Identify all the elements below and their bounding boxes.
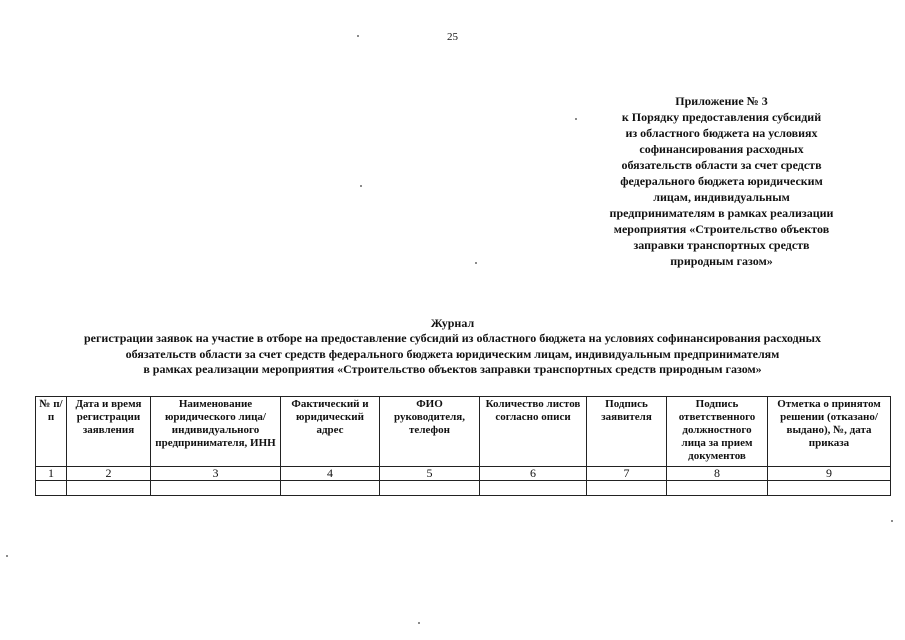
appendix-line: софинансирования расходных [639,142,804,156]
appendix-line: заправки транспортных средств [633,238,810,252]
appendix-block [584,93,859,269]
scan-speck [575,118,577,120]
col-header-decision-mark: Отметка о принятом решении (отказано/выдано), №, дата приказа [768,397,891,467]
col-header-applicant-signature: Подпись заявителя [587,397,667,467]
column-number: 6 [480,467,587,481]
col-header-registration-date: Дата и время регистрации заявления [67,397,151,467]
appendix-line: мероприятия «Строительство объектов [613,222,830,236]
journal-subtitle-line: обязательств области за счет средств федерального бюджета юридическим лицам, индивидуальным предпринимателям [125,346,780,361]
empty-table-row [36,481,891,496]
scan-speck [360,185,362,187]
scan-speck [6,555,8,557]
empty-cell [480,481,587,496]
journal-subtitle-line: в рамках реализации мероприятия «Строительство объектов заправки транспортных средств природным газом» [143,361,762,376]
column-number: 5 [380,467,480,481]
appendix-line: лицам, индивидуальным [653,190,790,204]
empty-cell [768,481,891,496]
empty-cell [667,481,768,496]
column-number: 4 [281,467,380,481]
column-number: 8 [667,467,768,481]
scan-speck [891,520,893,522]
col-header-sheet-count: Количество листов согласно описи [480,397,587,467]
empty-cell [380,481,480,496]
column-number: 3 [151,467,281,481]
col-header-official-signature: Подпись ответственного должностного лица за прием документов [667,397,768,467]
journal-heading [0,316,905,377]
empty-cell [36,481,67,496]
registration-journal-table [35,396,891,496]
column-number-row [36,467,891,481]
appendix-line: обязательств области за счет средств [621,158,822,172]
appendix-line: федерального бюджета юридическим [620,174,823,188]
empty-cell [67,481,151,496]
column-number: 9 [768,467,891,481]
appendix-line: к Порядку предоставления субсидий [621,110,822,124]
column-number: 2 [67,467,151,481]
empty-cell [587,481,667,496]
appendix-line: из областного бюджета на условиях [625,126,818,140]
col-header-address: Фактический и юридический адрес [281,397,380,467]
journal-title: Журнал [430,316,475,330]
journal-subtitle-line: регистрации заявок на участие в отборе на предоставление субсидий из областного бюджета на условиях софинансирования расходных [83,331,822,346]
page-number: 25 [447,31,458,43]
table-header-row [36,397,891,467]
appendix-title: Приложение № 3 [675,94,768,108]
column-number: 7 [587,467,667,481]
column-number: 1 [36,467,67,481]
scan-speck [357,35,359,37]
empty-cell [281,481,380,496]
col-header-applicant-name: Наименование юридического лица/ индивидуального предпринимателя, ИНН [151,397,281,467]
appendix-line: предпринимателям в рамках реализации [609,206,834,220]
col-header-number: № п/п [36,397,67,467]
empty-cell [151,481,281,496]
scan-speck [475,262,477,264]
scan-speck [418,622,420,624]
col-header-director: ФИО руководителя, телефон [380,397,480,467]
appendix-line: природным газом» [670,254,773,268]
